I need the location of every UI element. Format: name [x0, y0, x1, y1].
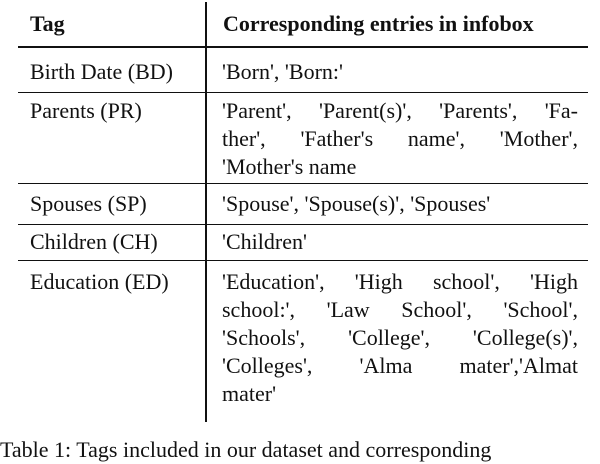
entry-line: mater': [222, 381, 277, 406]
row-birth-date-tag: Birth Date (BD): [30, 59, 173, 84]
row-children-entries: [222, 228, 578, 256]
row-education-tag: Education (ED): [30, 269, 169, 294]
entry-line: 'Schools', 'College', 'College(s)',: [222, 325, 578, 350]
header-entries: Corresponding entries in infobox: [223, 11, 534, 36]
entry-line: 'Mother's name: [222, 154, 357, 179]
entry-line: 'Born', 'Born:': [222, 59, 343, 84]
entry-line: school:', 'Law School', 'School',: [222, 297, 578, 322]
header-tag: Tag: [30, 11, 65, 36]
header-rule: [18, 46, 588, 48]
entry-line: 'Education', 'High school', 'High: [222, 269, 578, 294]
entry-line: 'Children': [222, 229, 307, 254]
row-education-entries: [222, 268, 578, 408]
row-rule: [18, 260, 588, 261]
row-birth-date-entries: [222, 58, 578, 86]
row-parents-tag: Parents (PR): [30, 98, 142, 123]
row-rule: [18, 183, 588, 184]
column-separator: [205, 2, 207, 422]
entry-line: 'Colleges', 'Alma mater','Almat: [222, 353, 578, 378]
entry-line: 'Parent', 'Parent(s)', 'Parents', 'Fa-: [222, 98, 578, 123]
infobox-tags-table: [18, 2, 588, 422]
row-children-tag: Children (CH): [30, 229, 158, 254]
entry-line: 'Spouse', 'Spouse(s)', 'Spouses': [222, 191, 491, 216]
row-parents-entries: [222, 97, 578, 181]
row-rule: [18, 92, 588, 93]
row-spouses-entries: [222, 190, 578, 218]
table-caption: Table 1: Tags included in our dataset and corresponding: [0, 437, 492, 462]
row-spouses-tag: Spouses (SP): [30, 191, 147, 216]
entry-line: ther', 'Father's name', 'Mother',: [222, 126, 578, 151]
row-rule: [18, 224, 588, 225]
